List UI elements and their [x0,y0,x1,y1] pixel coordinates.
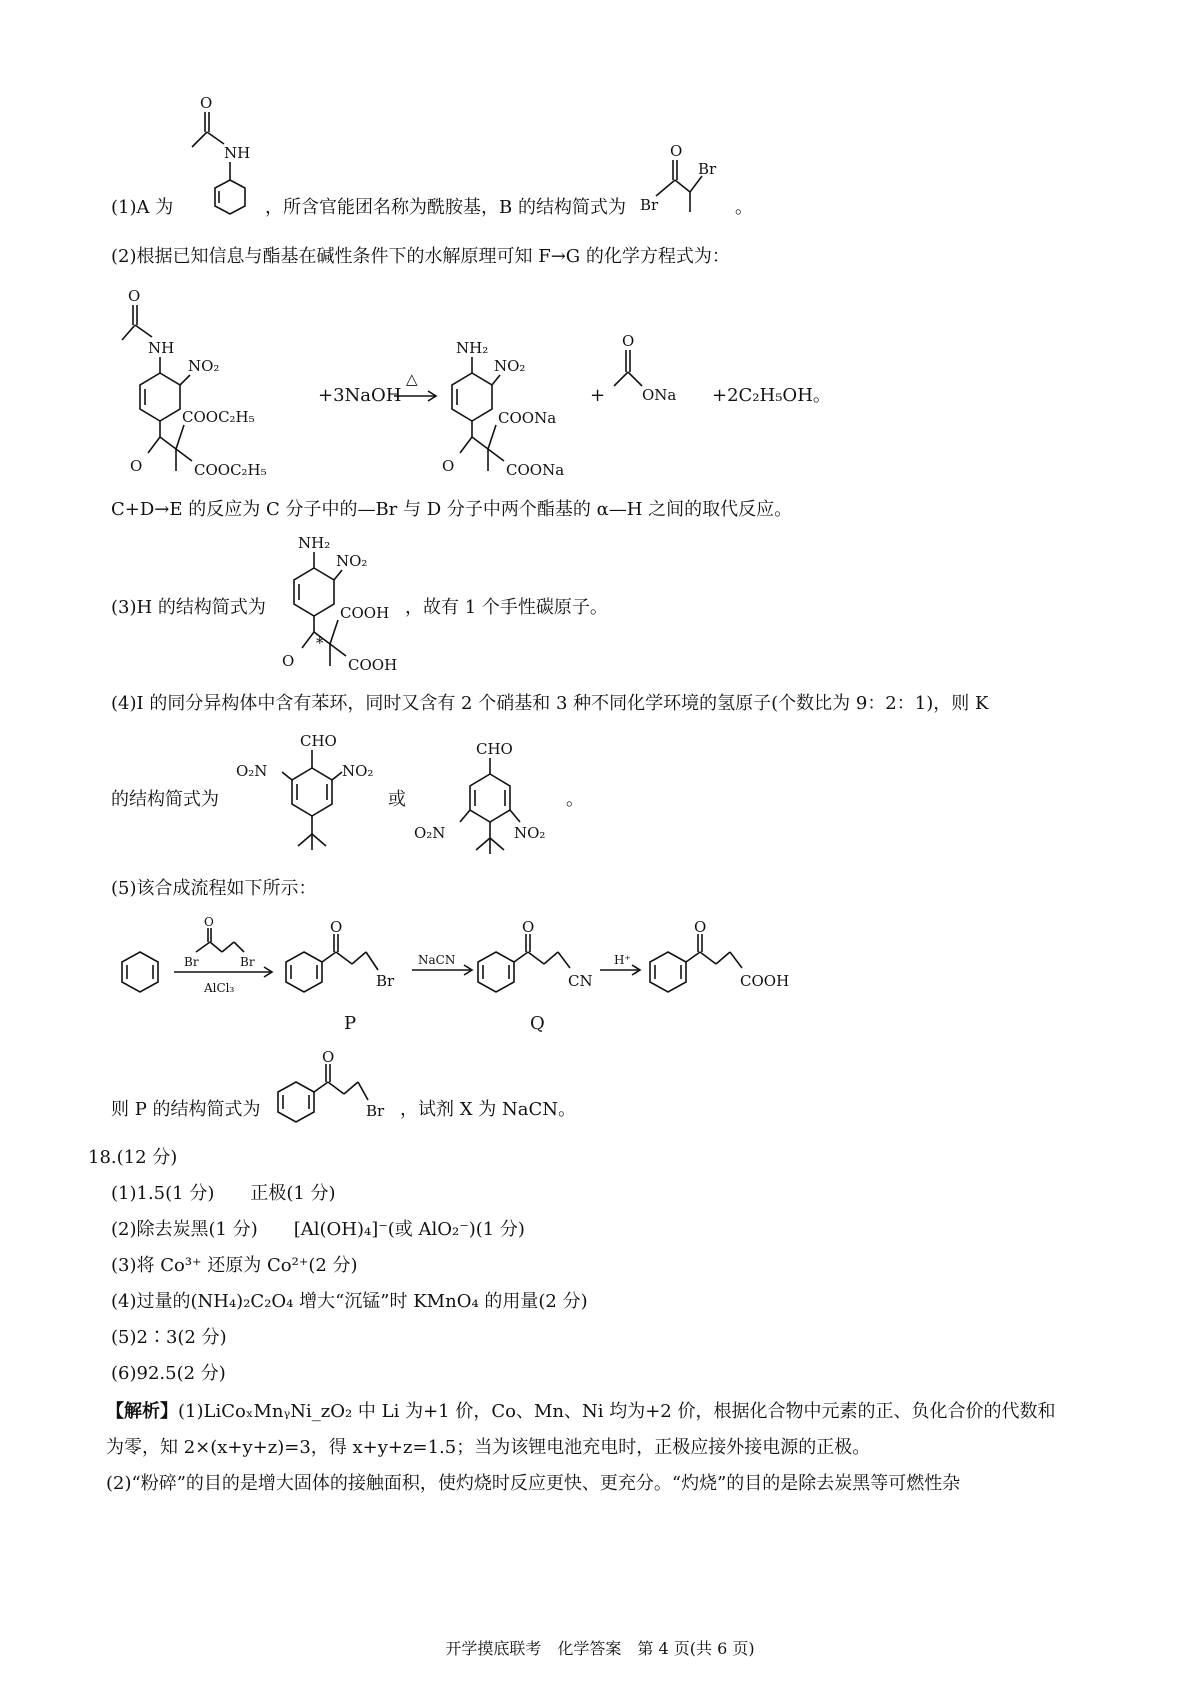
svg-text:NaCN: NaCN [418,953,456,967]
k-structure-2 [410,738,560,878]
reagent-naoh: +3NaOH [318,385,402,406]
flow-arrow-1 [172,912,282,1002]
p-structure-answer [274,1048,404,1128]
jiexi-line3: (2)“粉碎”的目的是增大固体的接触面积，使灼烧时反应更快、更充分。“灼烧”的目的是除去炭黑等可燃性杂 [106,1473,961,1494]
svg-text:Br: Br [698,160,717,178]
q18-a1: (1)1.5(1 分) 正极(1 分) [111,1183,336,1204]
svg-text:O₂N: O₂N [236,762,268,780]
jiexi-line2: 为零，知 2×(x+y+z)=3，得 x+y+z=1.5；当为该锂电池充电时，正极应接外接电源的正极。 [106,1437,871,1458]
q17-1-middle: ，所含官能团名称为酰胺基，B 的结构简式为 [265,197,626,218]
q18-a3: (3)将 Co³⁺ 还原为 Co²⁺(2 分) [111,1255,358,1276]
q18-a4: (4)过量的(NH₄)₂C₂O₄ 增大“沉锰”时 KMnO₄ 的用量(2 分) [111,1291,588,1312]
svg-text:O: O [130,457,143,475]
svg-text:O: O [622,332,635,350]
svg-text:NO₂: NO₂ [494,357,526,375]
flow-product-structure [646,918,816,998]
q17-5b-prefix: 则 P 的结构简式为 [111,1099,261,1120]
svg-text:AlCl₃: AlCl₃ [204,981,235,995]
jiexi-line1: (1)LiCoₓMnᵧNi_zO₂ 中 Li 为+1 价，Co、Mn、Ni 均为+2 价，根据化合物中元素的正、负化合价的代数和 [178,1401,1056,1422]
f-structure [118,285,308,485]
svg-text:Br: Br [240,955,255,969]
svg-text:O: O [282,652,295,670]
b-structure [640,140,740,220]
svg-text:NH: NH [148,339,175,357]
jiexi-tag: 【解析】 [106,1401,178,1422]
g-structure [430,335,600,485]
svg-text:COONa: COONa [498,409,557,427]
svg-text:Br: Br [640,196,659,214]
svg-text:O: O [694,918,707,936]
svg-text:NO₂: NO₂ [336,552,368,570]
q18-title: 18.(12 分) [88,1147,178,1168]
q17-4-end: 。 [566,789,584,810]
plus-ethanol: +2C₂H₅OH。 [712,385,831,406]
svg-text:O: O [204,915,214,929]
q17-5b-suffix: ，试剂 X 为 NaCN。 [400,1099,576,1120]
cde-text: C+D→E 的反应为 C 分子中的—Br 与 D 分子中两个酯基的 α—H 之间的取代反应。 [111,499,793,520]
svg-text:CN: CN [568,972,593,990]
svg-text:NO₂: NO₂ [514,824,546,842]
flow-benzene [118,950,168,1000]
flow-label-p: P [344,1013,357,1034]
svg-text:*: * [316,634,324,652]
svg-text:CHO: CHO [476,740,513,758]
sodium-acetate-structure [612,330,702,410]
flow-q-structure [474,918,614,998]
flow-p-structure [282,918,412,998]
svg-text:COOH: COOH [348,656,398,674]
q17-4-line2: 的结构简式为 [111,789,219,810]
svg-text:Br: Br [366,1102,385,1120]
q17-3-suffix: ，故有 1 个手性碳原子。 [405,597,608,618]
svg-text:NO₂: NO₂ [188,357,220,375]
svg-text:NH₂: NH₂ [298,534,331,552]
flow-label-q: Q [530,1013,545,1034]
q17-1-prefix: (1)A 为 [111,197,174,218]
svg-text:O: O [200,94,213,112]
svg-text:NH: NH [224,144,251,162]
svg-text:COOH: COOH [740,972,790,990]
svg-text:CHO: CHO [300,732,337,750]
q17-3-prefix: (3)H 的结构简式为 [111,597,266,618]
k-structure-1 [232,730,382,870]
svg-text:O: O [442,457,455,475]
svg-text:NH₂: NH₂ [456,339,489,357]
svg-text:H⁺: H⁺ [614,953,631,967]
svg-text:Br: Br [376,972,395,990]
q17-2-text: (2)根据已知信息与酯基在碱性条件下的水解原理可知 F→G 的化学方程式为： [111,246,730,267]
q17-4-line1: (4)I 的同分异构体中含有苯环，同时又含有 2 个硝基和 3 种不同化学环境的氢原子(个数比为 9：2：1)，则 K [111,693,989,714]
svg-text:COOC₂H₅: COOC₂H₅ [182,408,255,426]
svg-text:Br: Br [184,955,199,969]
svg-text:NO₂: NO₂ [342,762,374,780]
svg-text:ONa: ONa [642,386,677,404]
q18-a5: (5)2∶3(2 分) [111,1327,227,1348]
svg-text:O: O [330,918,343,936]
q18-a6: (6)92.5(2 分) [111,1363,226,1384]
svg-text:O: O [128,287,141,305]
svg-text:△: △ [406,370,418,388]
svg-text:O₂N: O₂N [414,824,446,842]
svg-text:O: O [670,142,683,160]
svg-text:O: O [522,918,535,936]
q17-1-end: 。 [735,197,753,218]
svg-text:COOH: COOH [340,604,390,622]
q17-5-text: (5)该合成流程如下所示： [111,878,317,899]
page-footer: 开学摸底联考 化学答案 第 4 页(共 6 页) [445,1639,755,1658]
q17-4-or: 或 [388,789,406,810]
plus-1: + [590,385,606,406]
q18-a2: (2)除去炭黑(1 分) [Al(OH)₄]⁻(或 AlO₂⁻)(1 分) [111,1219,525,1240]
svg-text:COOC₂H₅: COOC₂H₅ [194,461,267,479]
svg-text:O: O [322,1048,335,1066]
svg-text:COONa: COONa [506,461,565,479]
